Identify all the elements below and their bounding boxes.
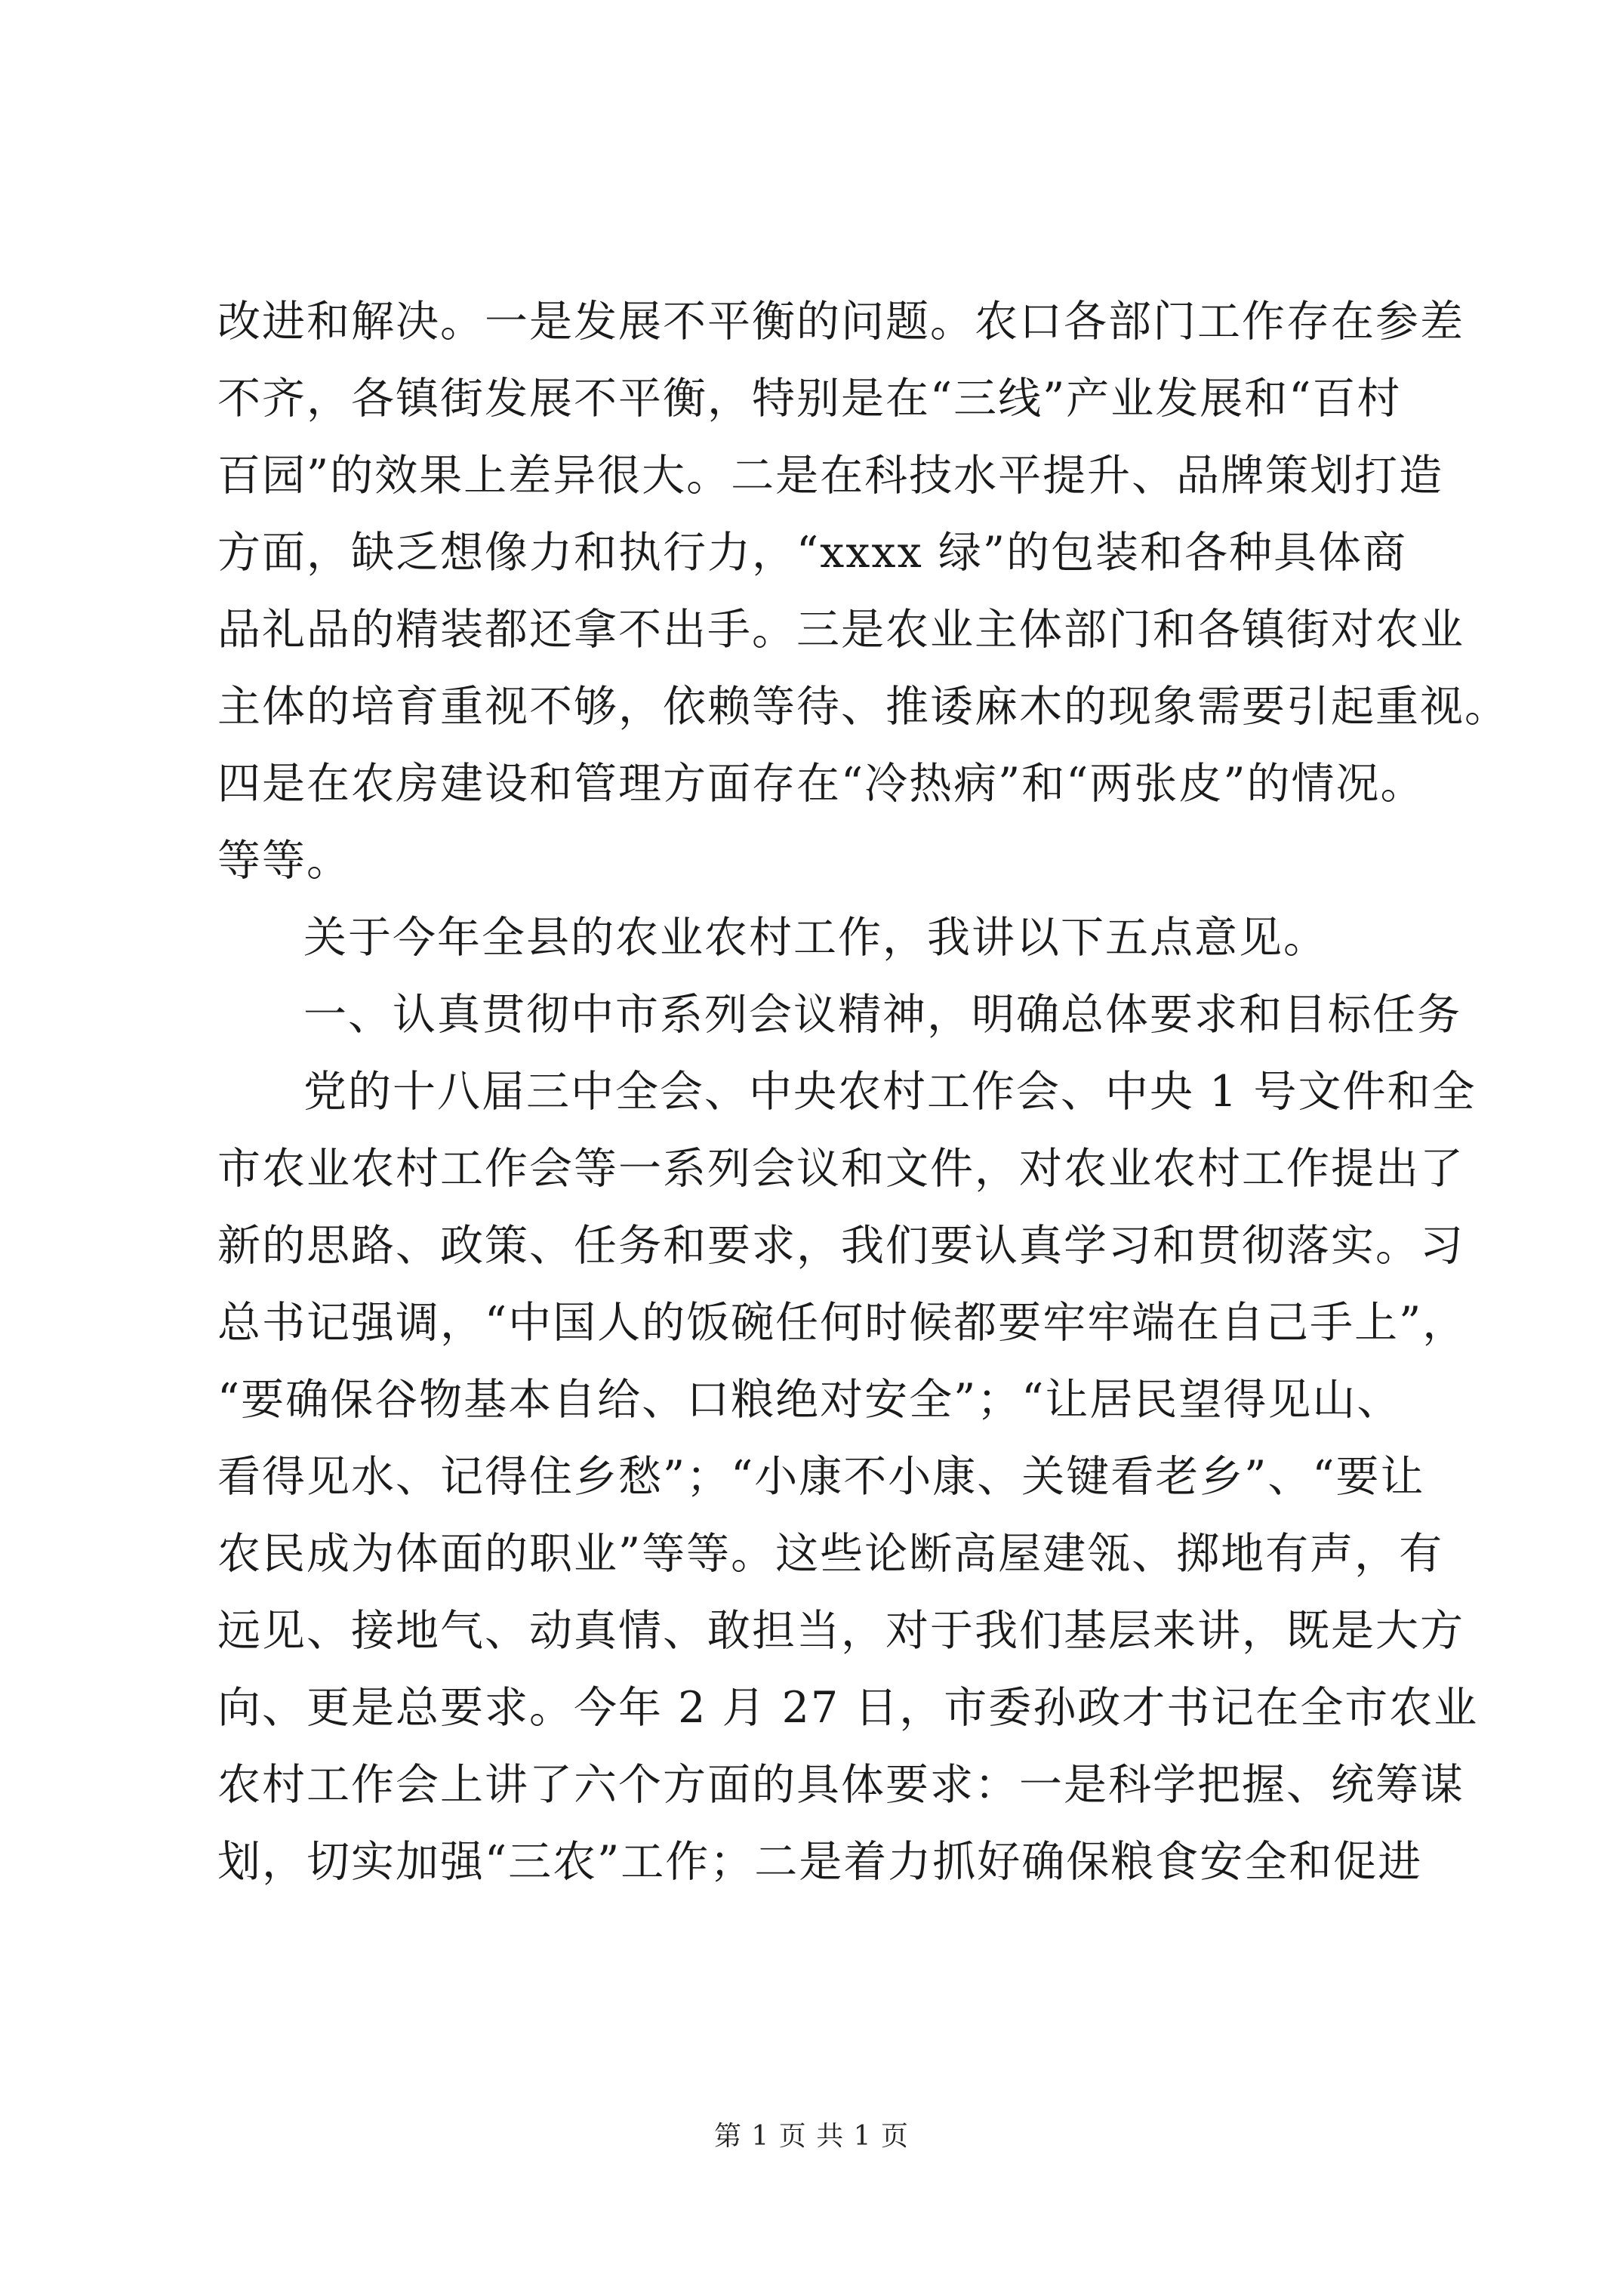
body-line-7: 四是在农房建设和管理方面存在“冷热病”和“两张皮”的情况。 bbox=[217, 759, 1425, 809]
body-line-4: 方面，缺乏想像力和执行力，“xxxx 绿”的包装和各种具体商 bbox=[217, 528, 1407, 578]
body-line-13: 新的思路、政策、任务和要求，我们要认真学习和贯彻落实。习 bbox=[217, 1221, 1464, 1271]
body-line-19: 向、更是总要求。今年 2 月 27 日，市委孙政才书记在全市农业 bbox=[217, 1683, 1479, 1733]
body-line-11: 党的十八届三中全会、中央农村工作会、中央 1 号文件和全 bbox=[303, 1067, 1477, 1117]
body-line-9: 关于今年全县的农业农村工作，我讲以下五点意见。 bbox=[303, 913, 1328, 963]
body-line-3: 百园”的效果上差异很大。二是在科技水平提升、品牌策划打造 bbox=[217, 451, 1444, 501]
body-line-12: 市农业农村工作会等一系列会议和文件，对农业农村工作提出了 bbox=[217, 1144, 1464, 1194]
body-line-2: 不齐，各镇街发展不平衡，特别是在“三线”产业发展和“百村 bbox=[217, 374, 1402, 424]
body-line-1: 改进和解决。一是发展不平衡的问题。农口各部门工作存在参差 bbox=[217, 297, 1464, 347]
body-line-14: 总书记强调，“中国人的饭碗任何时候都要牢牢端在自己手上”， bbox=[217, 1298, 1467, 1348]
body-line-17: 农民成为体面的职业”等等。这些论断高屋建瓴、掷地有声，有 bbox=[217, 1529, 1444, 1579]
section-heading-1: 一、认真贯彻中市系列会议精神，明确总体要求和目标任务 bbox=[303, 990, 1461, 1040]
body-line-6: 主体的培育重视不够，依赖等待、推诿麻木的现象需要引起重视。 bbox=[217, 682, 1509, 732]
body-line-15: “要确保谷物基本自给、口粮绝对安全”；“让居民望得见山、 bbox=[217, 1375, 1402, 1425]
body-line-20: 农村工作会上讲了六个方面的具体要求：一是科学把握、统筹谋 bbox=[217, 1760, 1464, 1810]
page-footer: 第 1 页 共 1 页 bbox=[713, 2121, 910, 2152]
body-line-18: 远见、接地气、动真情、敢担当，对于我们基层来讲，既是大方 bbox=[217, 1606, 1464, 1656]
body-line-8: 等等。 bbox=[217, 836, 351, 886]
body-line-5: 品礼品的精装都还拿不出手。三是农业主体部门和各镇街对农业 bbox=[217, 605, 1464, 655]
body-line-21: 划，切实加强“三农”工作；二是着力抓好确保粮食安全和促进 bbox=[217, 1837, 1423, 1887]
body-line-16: 看得见水、记得住乡愁”；“小康不小康、关键看老乡”、“要让 bbox=[217, 1452, 1425, 1502]
